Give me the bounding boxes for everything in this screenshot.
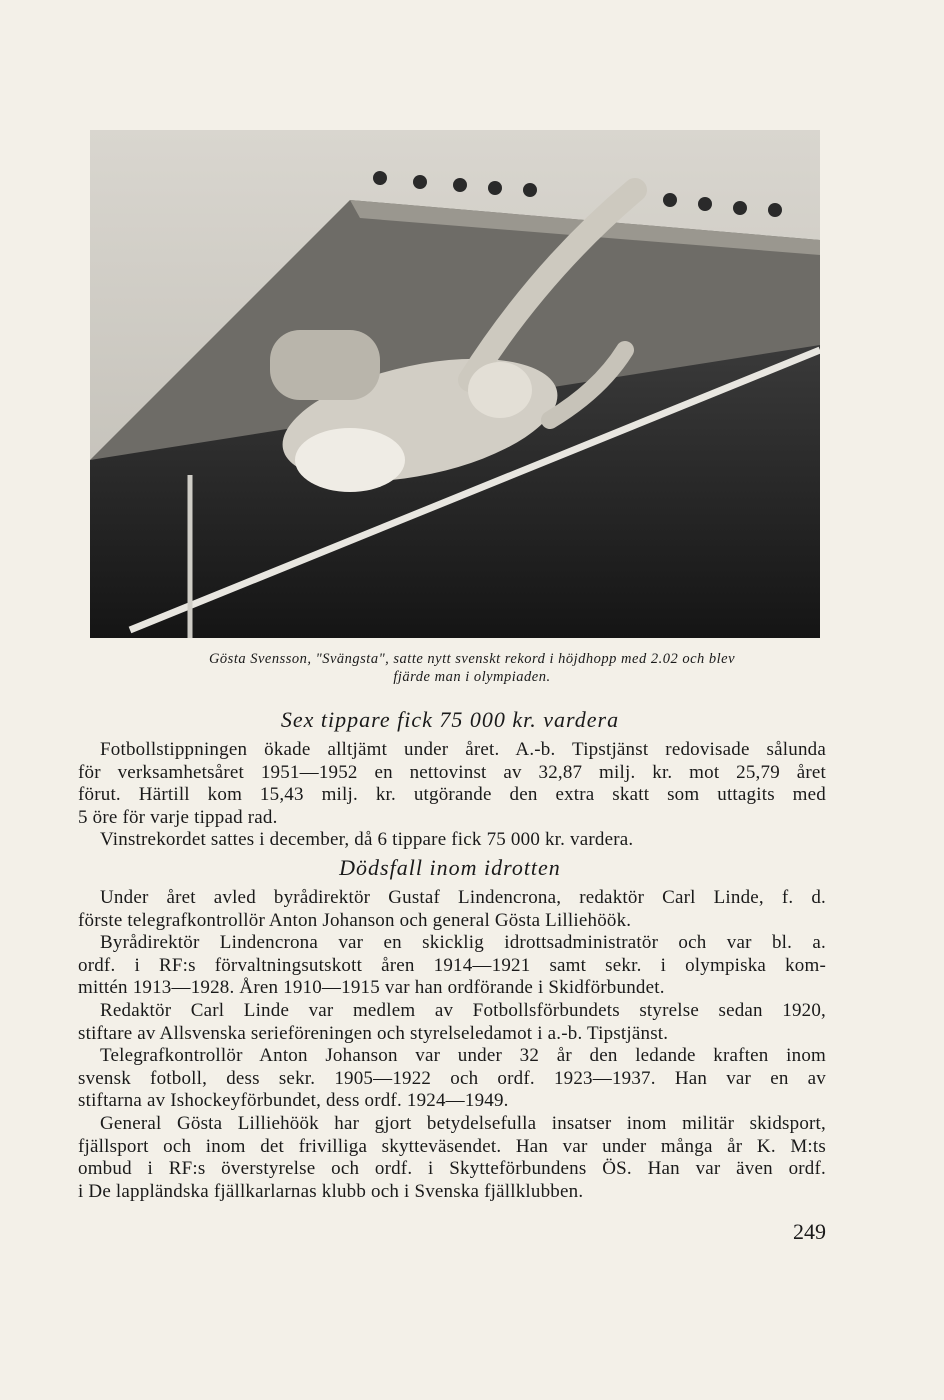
text-line: fjällsport och inom det frivilliga skytteväsendet. Han var under många år K. M:ts	[78, 1135, 826, 1157]
section-body-dodsfall	[78, 887, 826, 1203]
paragraph	[78, 829, 826, 852]
text-line: 5 öre för varje tippad rad.	[78, 806, 278, 828]
section-heading-dodsfall: Dödsfall inom idrotten	[339, 855, 561, 880]
text-line: stiftarna av Ishockeyförbundet, dess ordf. 1924—1949.	[78, 1090, 509, 1112]
paragraph	[78, 1113, 826, 1203]
paragraph	[78, 1000, 826, 1045]
text-line: förut. Härtill kom 15,43 milj. kr. utgörande den extra skatt som uttagits med	[78, 784, 826, 806]
paragraph	[78, 739, 826, 829]
paragraph	[78, 1045, 826, 1113]
section-heading-tippare: Sex tippare fick 75 000 kr. vardera	[280, 707, 620, 732]
text-line: Vinstrekordet sattes i december, då 6 tippare fick 75 000 kr. vardera.	[100, 829, 634, 851]
section-body-tippare	[78, 739, 826, 852]
text-line: förste telegrafkontrollör Anton Johanson och general Gösta Lilliehöök.	[78, 909, 632, 931]
caption-line: fjärde man i olympiaden.	[393, 669, 551, 685]
high-jump-photo	[90, 130, 820, 638]
text-line: Under året avled byrådirektör Gustaf Lindencrona, redaktör Carl Linde, f. d.	[100, 887, 826, 908]
text-line: Telegrafkontrollör Anton Johanson var under 32 år den ledande kraften inom	[100, 1045, 826, 1067]
text-line: ordf. i RF:s förvaltningsutskott åren 1914—1921 samt sekr. i olympiska kom-	[78, 954, 826, 976]
paragraph	[78, 887, 826, 932]
paragraph	[78, 932, 826, 1000]
text-line: Byrådirektör Lindencrona var en skicklig idrottsadministratör och var bl. a.	[100, 932, 826, 954]
text-line: Redaktör Carl Linde var medlem av Fotbollsförbundets styrelse sedan 1920,	[100, 999, 826, 1021]
photo-illustration	[90, 130, 820, 638]
text-line: mittén 1913—1928. Åren 1910—1915 var han ordförande i Skidförbundet.	[78, 977, 665, 999]
text-line: General Gösta Lilliehöök har gjort betydelsefulla insatser inom militär skidsport,	[100, 1112, 826, 1134]
page-number: 249	[793, 1219, 826, 1244]
text-line: stiftare av Allsvenska serieföreningen och styrelseledamot i a.-b. Tipstjänst.	[78, 1022, 669, 1044]
caption-line: Gösta Svensson, "Svängsta", satte nytt svenskt rekord i höjdhopp med 2.02 och blev	[208, 651, 736, 667]
photo-caption	[100, 650, 844, 686]
text-line: i De lappländska fjällkarlarnas klubb och i Svenska fjällklubben.	[78, 1180, 584, 1202]
text-line: svensk fotboll, dess sekr. 1905—1922 och ordf. 1923—1937. Han var en av	[78, 1067, 826, 1089]
text-line: Fotbollstippningen ökade alltjämt under året. A.-b. Tipstjänst redovisade sålunda	[100, 739, 826, 760]
text-line: för verksamhetsåret 1951—1952 en nettovinst av 32,87 milj. kr. mot 25,79 året	[78, 761, 826, 783]
text-line: ombud i RF:s överstyrelse och ordf. i Skytteförbundens ÖS. Han var även ordf.	[78, 1158, 826, 1180]
